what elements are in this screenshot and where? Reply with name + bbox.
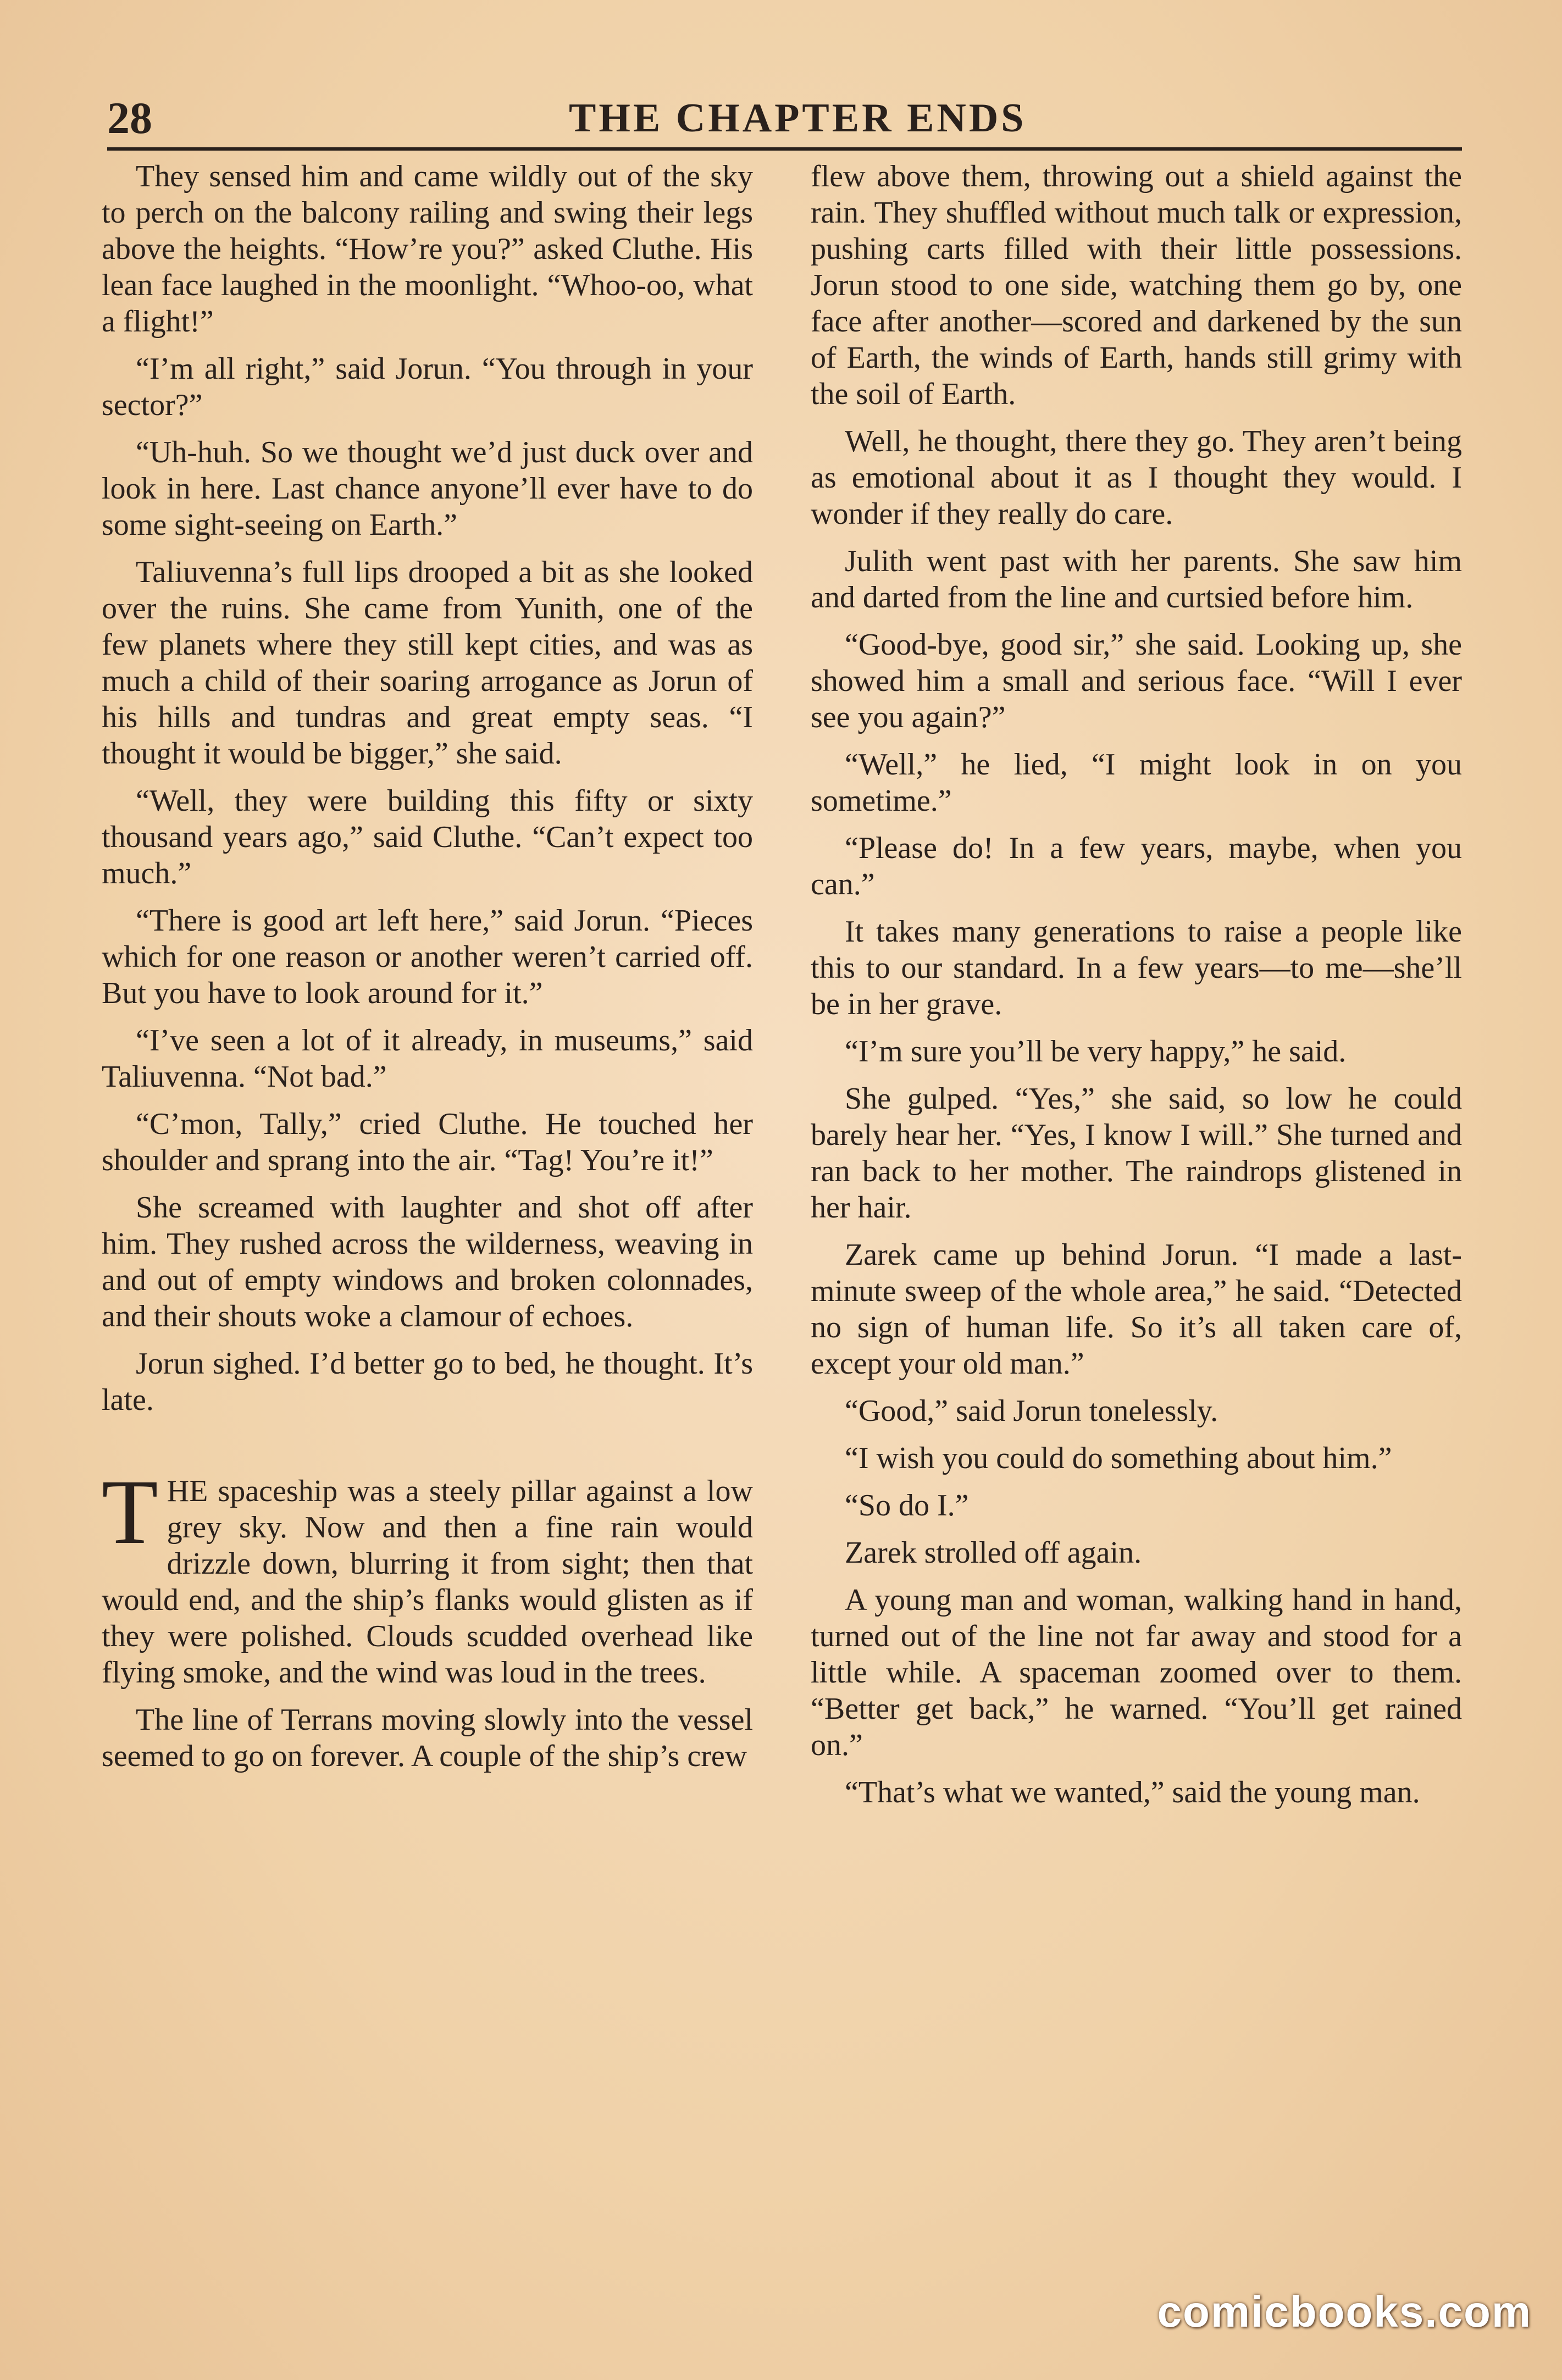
paragraph: “I’m all right,” said Jorun. “You through in your sector?” [102,352,753,422]
left-column [102,158,753,1785]
paragraph: Jorun sighed. I’d better go to bed, he thought. It’s late. [102,1347,753,1417]
paragraph: “That’s what we wanted,” said the young man. [845,1775,1420,1809]
paragraph: “Please do! In a few years, maybe, when you can.” [811,831,1462,901]
header-rule [107,147,1462,151]
running-title: THE CHAPTER ENDS [569,96,1027,141]
paragraph: She screamed with laughter and shot off after him. They rushed across the wilderness, weaving in and out of empty windows and broken colonnades, and their shouts woke a clamour of echoes. [102,1191,753,1333]
paragraph: It takes many generations to raise a people like this to our standard. In a few years—to me—she’ll be in her grave. [811,915,1462,1021]
page-number: 28 [107,93,152,143]
page-header [107,88,1462,148]
paragraph: Julith went past with her parents. She saw him and darted from the line and curtsied before him. [811,544,1462,615]
paragraph: “Well, they were building this fifty or sixty thousand years ago,” said Cluthe. “Can’t expect too much.” [102,784,753,890]
paragraph: Zarek came up behind Jorun. “I made a last-minute sweep of the whole area,” he said. “Detected no sign of human life. So it’s all taken care of, except your old man.” [811,1238,1462,1381]
paragraph: A young man and woman, walking hand in hand, turned out of the line not far away and stood for a little while. A spaceman zoomed over to them. “Better get back,” he warned. “You’ll get rained on.” [811,1583,1462,1762]
drop-cap: T [102,1461,158,1563]
paragraph: “I’m sure you’ll be very happy,” he said. [845,1034,1347,1069]
paragraph: They sensed him and came wildly out of the sky to perch on the balcony railing and swing their legs above the heights. “How’re you?” asked Cluthe. His lean face laughed in the moonlight. “Whoo-oo, what a flight!” [102,159,753,339]
paragraph: She gulped. “Yes,” she said, so low he could barely hear her. “Yes, I know I will.” She turned and ran back to her mother. The raindrops glistened in her hair. [811,1082,1462,1225]
paragraph: Well, he thought, there they go. They aren’t being as emotional about it as I thought they would. I wonder if they really do care. [811,424,1462,531]
paragraph: “Uh-huh. So we thought we’d just duck over and look in here. Last chance anyone’ll ever have to do some sight-seeing on Earth.” [102,435,753,542]
paragraph: Zarek strolled off again. [845,1536,1142,1570]
paragraph: The line of Terrans moving slowly into the vessel seemed to go on forever. A couple of the ship’s crew [102,1703,753,1773]
paragraph: “There is good art left here,” said Jorun. “Pieces which for one reason or another weren’t carried off. But you have to look around for it.” [102,904,753,1010]
paragraph: “I’ve seen a lot of it already, in museums,” said Taliuvenna. “Not bad.” [102,1023,753,1094]
paragraph: “So do I.” [845,1488,969,1523]
paragraph: “Good,” said Jorun tonelessly. [845,1394,1218,1428]
section-opening-paragraph [102,1461,753,1691]
right-column [811,158,1462,1822]
paragraph: “Well,” he lied, “I might look in on you sometime.” [811,748,1462,818]
paragraph: “Good-bye, good sir,” she said. Looking up, she showed him a small and serious face. “Will I ever see you again?” [811,628,1462,734]
paragraph: “C’mon, Tally,” cried Cluthe. He touched her shoulder and sprang into the air. “Tag! You’re it!” [102,1107,753,1177]
paragraph-continued: flew above them, throwing out a shield against the rain. They shuffled without much talk or expression, pushing carts filled with their little possessions. Jorun stood to one side, watching them go by, one face after another—scored and darkened by the sun of Earth, the winds of Earth, hands still grimy with the soil of Earth. [811,159,1462,411]
paragraph: Taliuvenna’s full lips drooped a bit as she looked over the ruins. She came from Yunith, one of the few planets where they still kept cities, and was as much a child of their soaring arrogance as Jorun of his hills and tundras and great empty seas. “I thought it would be bigger,” she said. [102,555,753,771]
watermark: comicbooks.com [1157,2287,1532,2336]
paragraph: “I wish you could do something about him.” [845,1441,1392,1475]
section-opening-text: HE spaceship was a steely pillar against a low grey sky. Now and then a fine rain would drizzle down, blurring it from sight; then that would end, and the ship’s flanks would glisten as if they were polished. Clouds scudded overhead like flying smoke, and the wind was loud in the trees. [102,1474,753,1690]
